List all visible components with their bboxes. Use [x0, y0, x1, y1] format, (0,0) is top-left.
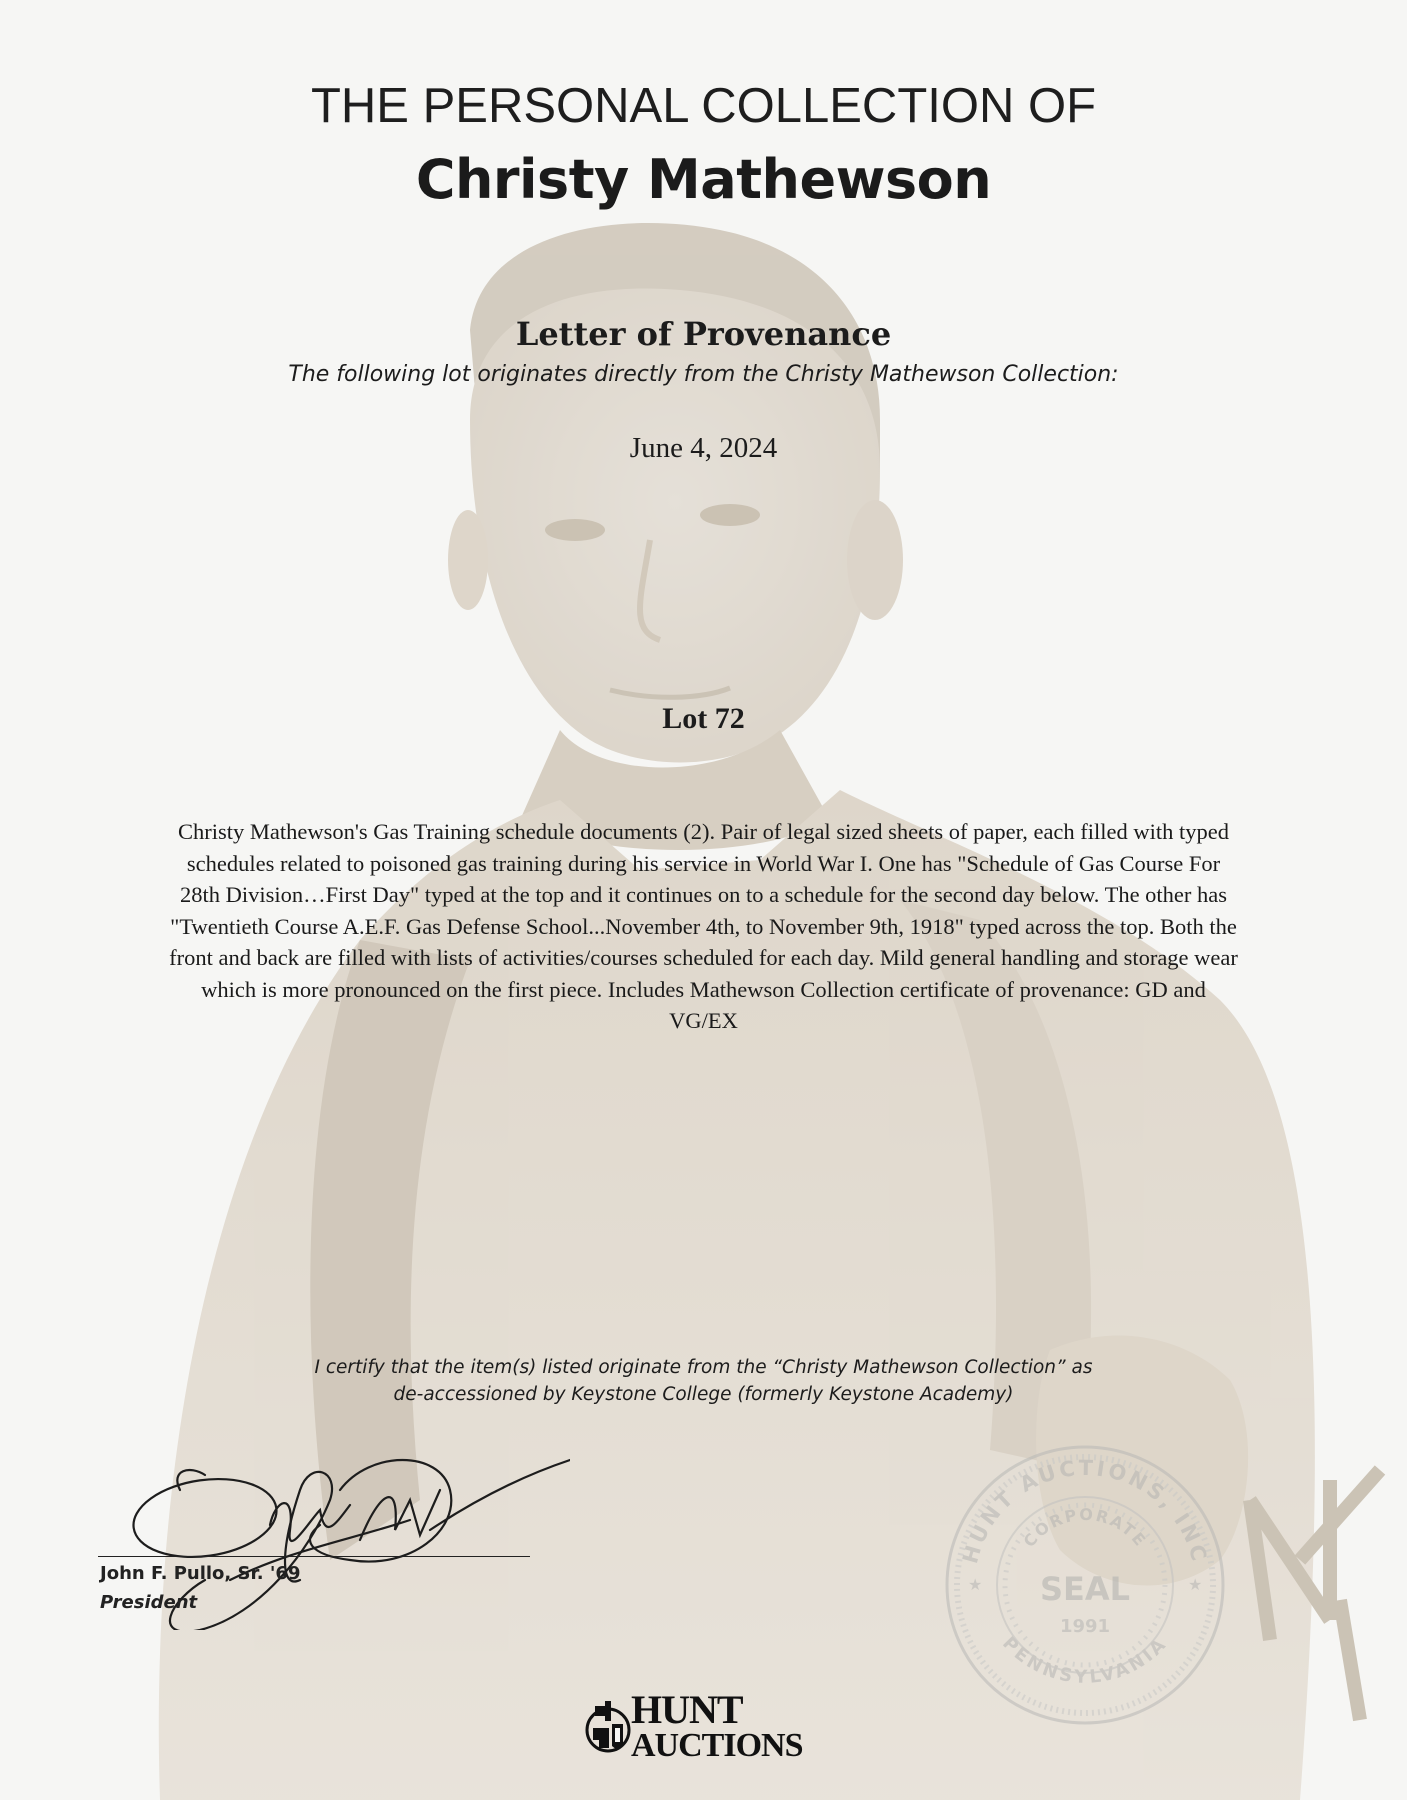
logo-line-1: HUNT [631, 1687, 743, 1732]
certification-line-1: I certify that the item(s) listed originate from the “Christy Mathewson Collection” as [314, 1357, 1093, 1378]
logo-line-2: AUCTIONS [631, 1727, 803, 1764]
collection-name: Christy Mathewson [415, 148, 992, 211]
letter-title: Letter of Provenance [515, 315, 892, 353]
hunt-logo-mark-icon [585, 1698, 631, 1758]
hunt-auctions-logo [585, 1687, 825, 1768]
svg-text:SEAL: SEAL [1039, 1570, 1131, 1608]
signer-name: John F. Pullo, Sr. '69 [100, 1563, 301, 1584]
signer-title: President [100, 1592, 198, 1613]
svg-text:PENNSYLVANIA: PENNSYLVANIA [998, 1632, 1172, 1688]
letter-subtitle: The following lot originates directly from the Christy Mathewson Collection: [288, 362, 1119, 387]
certification-statement [0, 1354, 1407, 1408]
lot-description: Christy Mathewson's Gas Training schedule documents (2). Pair of legal sized sheets of paper, each filled with typed schedules related to poisoned gas training during his service in World War I. One has "Schedule of Gas Course For 28th Division…First Day" typed at the top and it continues on to a schedule for the second day below. The other has "Twentieth Course A.E.F. Gas Defense School...November 4th, to November 9th, 1918" typed across the top. Both the front and back are filled with lists of activities/courses scheduled for each day. Mild general handling and storage wear which is more pronounced on the first piece. Includes Mathewson Collection certificate of provenance: GD and VG/EX [169, 819, 1238, 1033]
certification-line-2: de-accessioned by Keystone College (formerly Keystone Academy) [393, 1384, 1014, 1405]
svg-text:★: ★ [968, 1575, 983, 1594]
signature-line [98, 1556, 530, 1557]
svg-text:HUNT AUCTIONS, INC: HUNT AUCTIONS, INC [958, 1455, 1212, 1567]
svg-text:1991: 1991 [1059, 1616, 1111, 1637]
lot-number: Lot 72 [662, 702, 745, 735]
svg-text:★: ★ [1188, 1575, 1203, 1594]
collection-heading: THE PERSONAL COLLECTION OF [310, 79, 1097, 133]
letter-date: June 4, 2024 [629, 432, 778, 464]
svg-text:CORPORATE: CORPORATE [1019, 1504, 1151, 1551]
logo-wordmark [631, 1687, 803, 1764]
corporate-seal [940, 1440, 1230, 1730]
